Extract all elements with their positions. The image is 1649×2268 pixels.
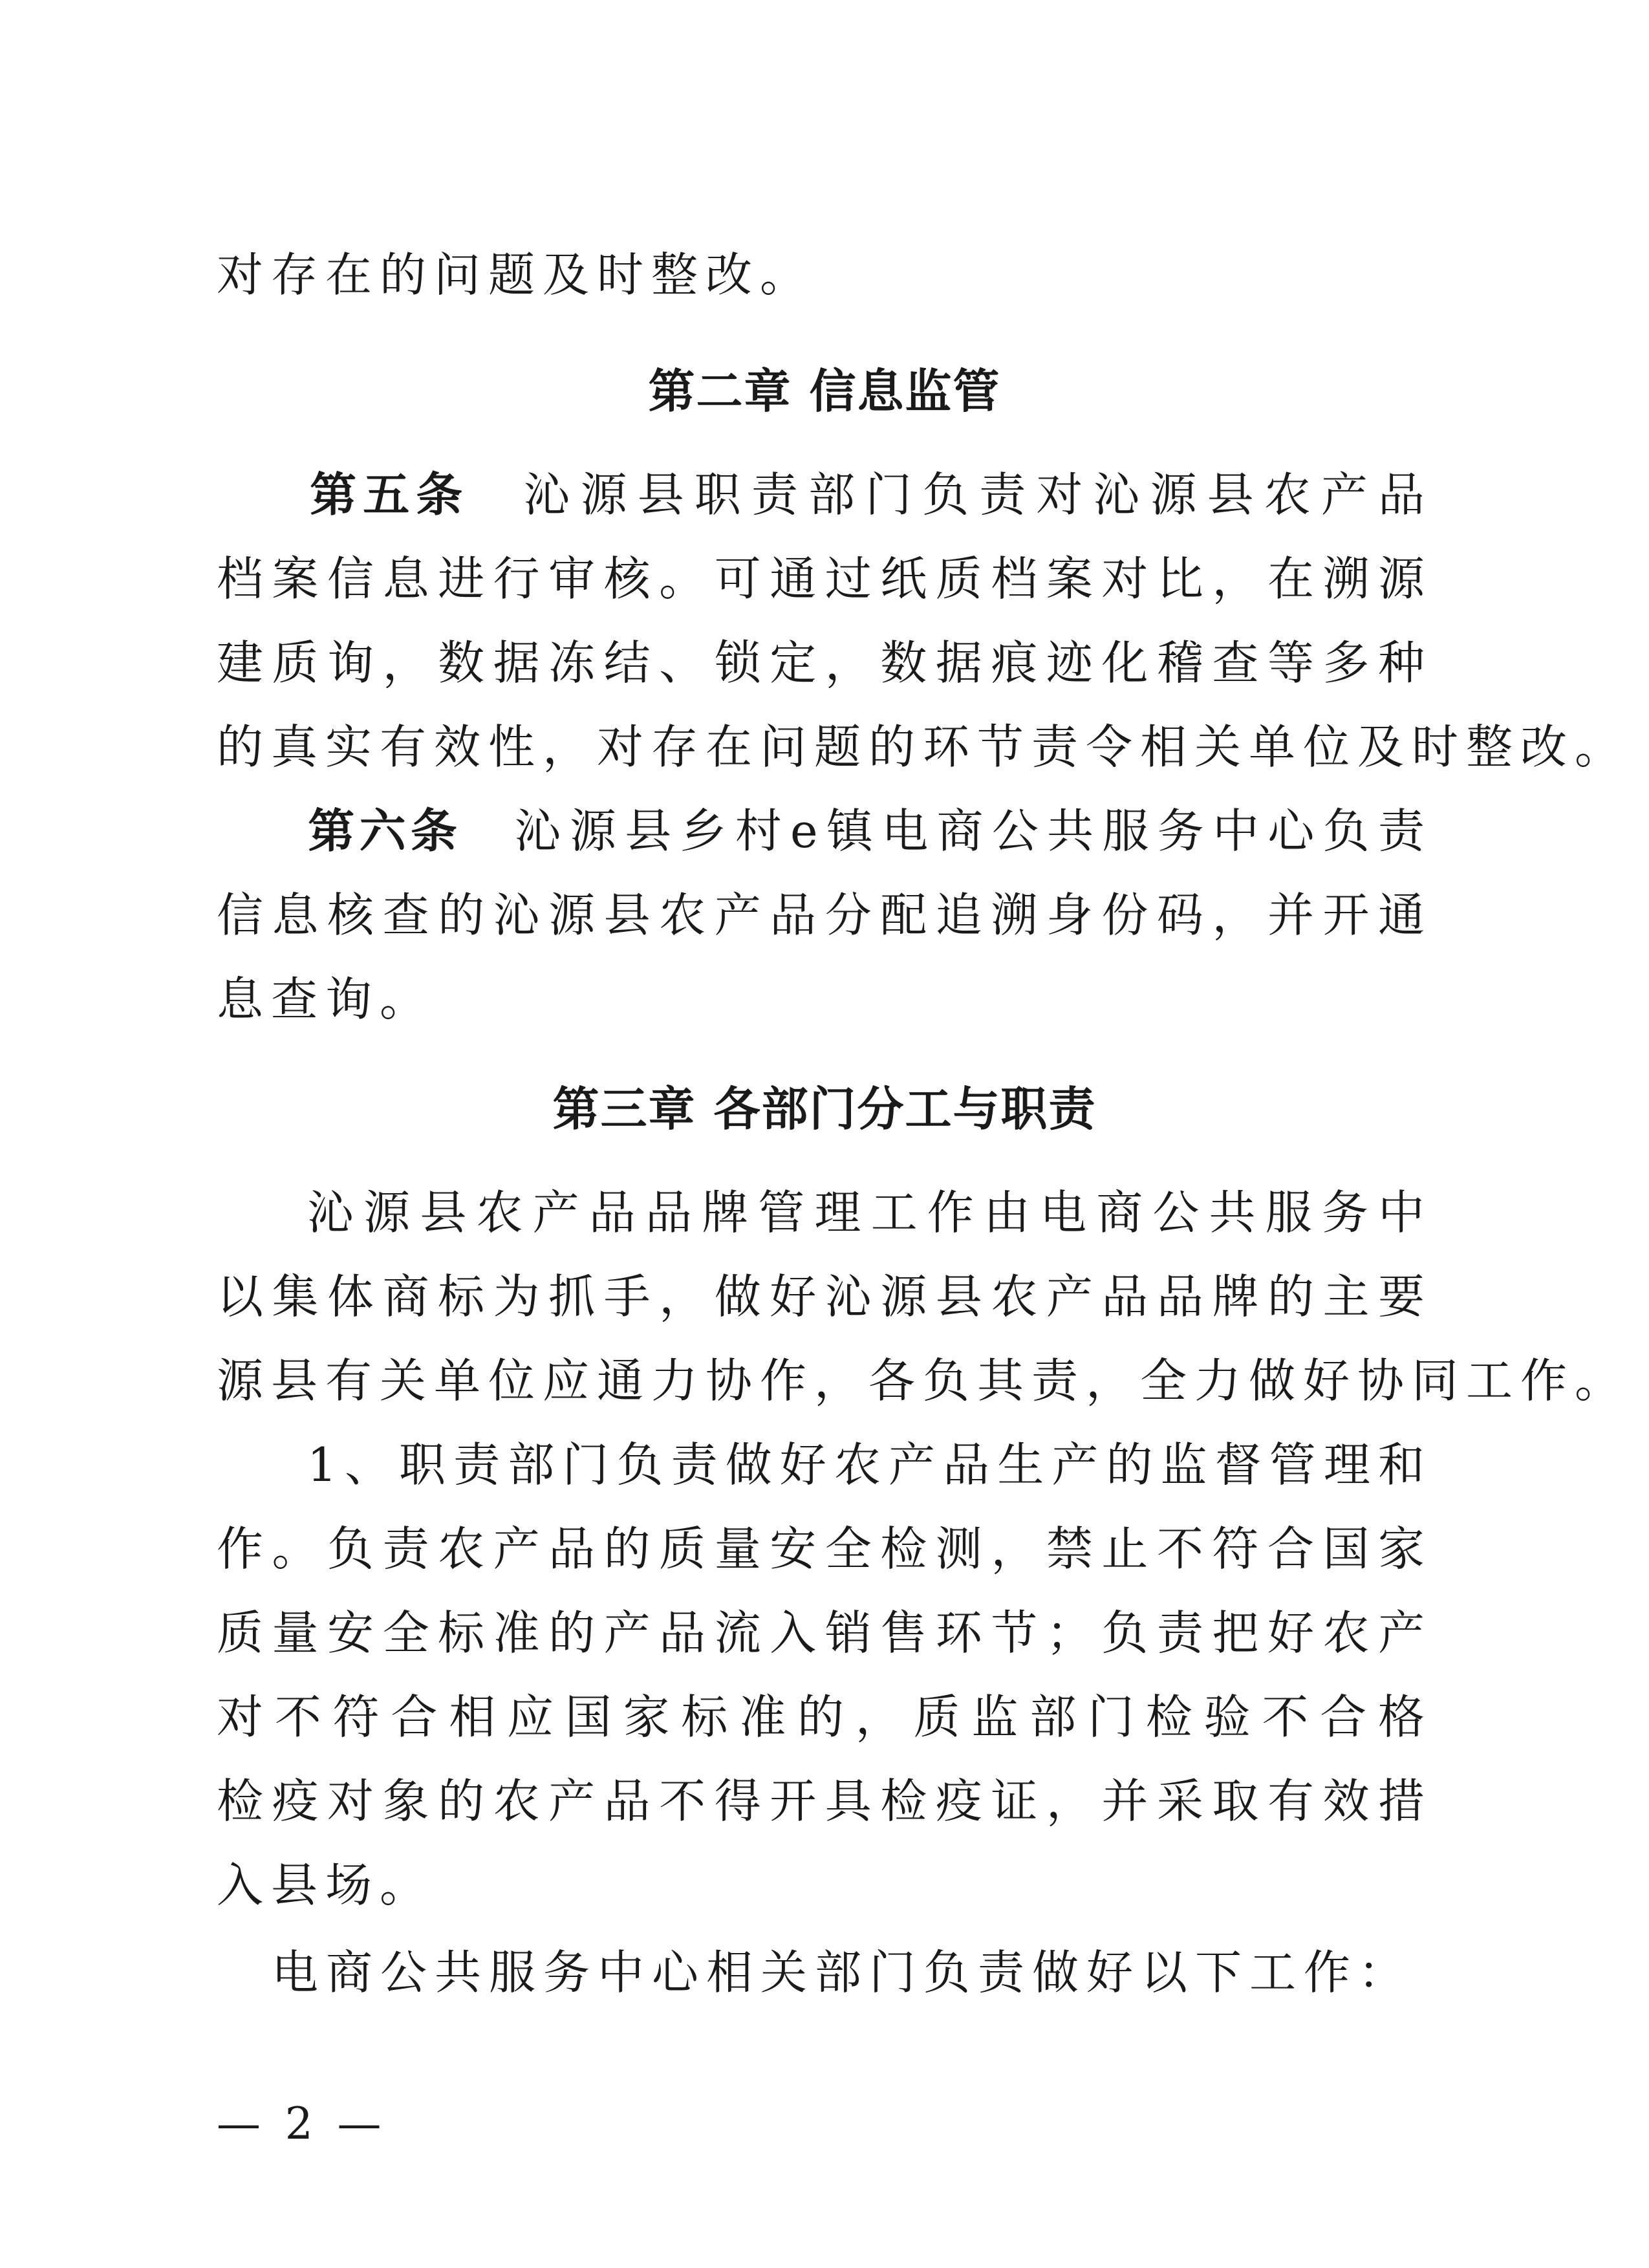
article-five-line-2: 档案信息进行审核。可通过纸质档案对比，在溯源 [217,552,1432,606]
article-five-label: 第五条 [307,468,469,522]
paragraph-duty-line-2: 作。负责农产品的质量安全检测，禁止不符合国家 [217,1522,1432,1576]
article-five-line-1 [217,462,1432,527]
paragraph-center-line-1: 电商公共服务中心相关部门负责做好以下工作： [272,1945,1413,2000]
article-six-line-3: 息查询。 [217,972,435,1026]
paragraph-brand-line-2: 以集体商标为抓手，做好沁源县农产品品牌的主要 [217,1269,1432,1324]
article-six-line-2: 信息核查的沁源县农产品分配追溯身份码，并开通 [217,888,1432,942]
text-line: 对存在的问题及时整改。 [217,248,815,302]
paragraph-brand-line-3: 源县有关单位应通力协作，各负其责，全力做好协同工作。 [217,1354,1630,1408]
paragraph-duty-line-4: 对不符合相应国家标准的，质监部门检验不合格 [217,1690,1432,1744]
page-number: — 2 — [217,2099,387,2150]
chapter-two-heading: 第二章 信息监管 [648,364,1001,418]
paragraph-duty-line-3: 质量安全标准的产品流入销售环节；负责把好农产 [217,1606,1432,1660]
chapter-three-heading: 第三章 各部门分工与职责 [552,1082,1097,1136]
article-six-label: 第六条 [307,804,462,858]
article-six-text-1: 沁源县乡村e镇电商公共服务中心负责 [513,804,1432,858]
paragraph-duty-line-1: 1、职责部门负责做好农产品生产的监督管理和 [307,1438,1432,1492]
article-five-text-1: 沁源县职责部门负责对沁源县农产品 [521,468,1432,522]
article-five-line-4: 的真实有效性，对存在问题的环节责令相关单位及时整改。 [217,720,1630,774]
article-five-line-3: 建质询，数据冻结、锁定，数据痕迹化稽查等多种 [217,636,1432,690]
paragraph-duty-line-5: 检疫对象的农产品不得开具检疫证，并采取有效措 [217,1774,1432,1828]
article-six-line-1 [217,799,1432,863]
paragraph-brand-line-1: 沁源县农产品品牌管理工作由电商公共服务中 [307,1185,1432,1240]
paragraph-duty-line-6: 入县场。 [217,1858,435,1912]
